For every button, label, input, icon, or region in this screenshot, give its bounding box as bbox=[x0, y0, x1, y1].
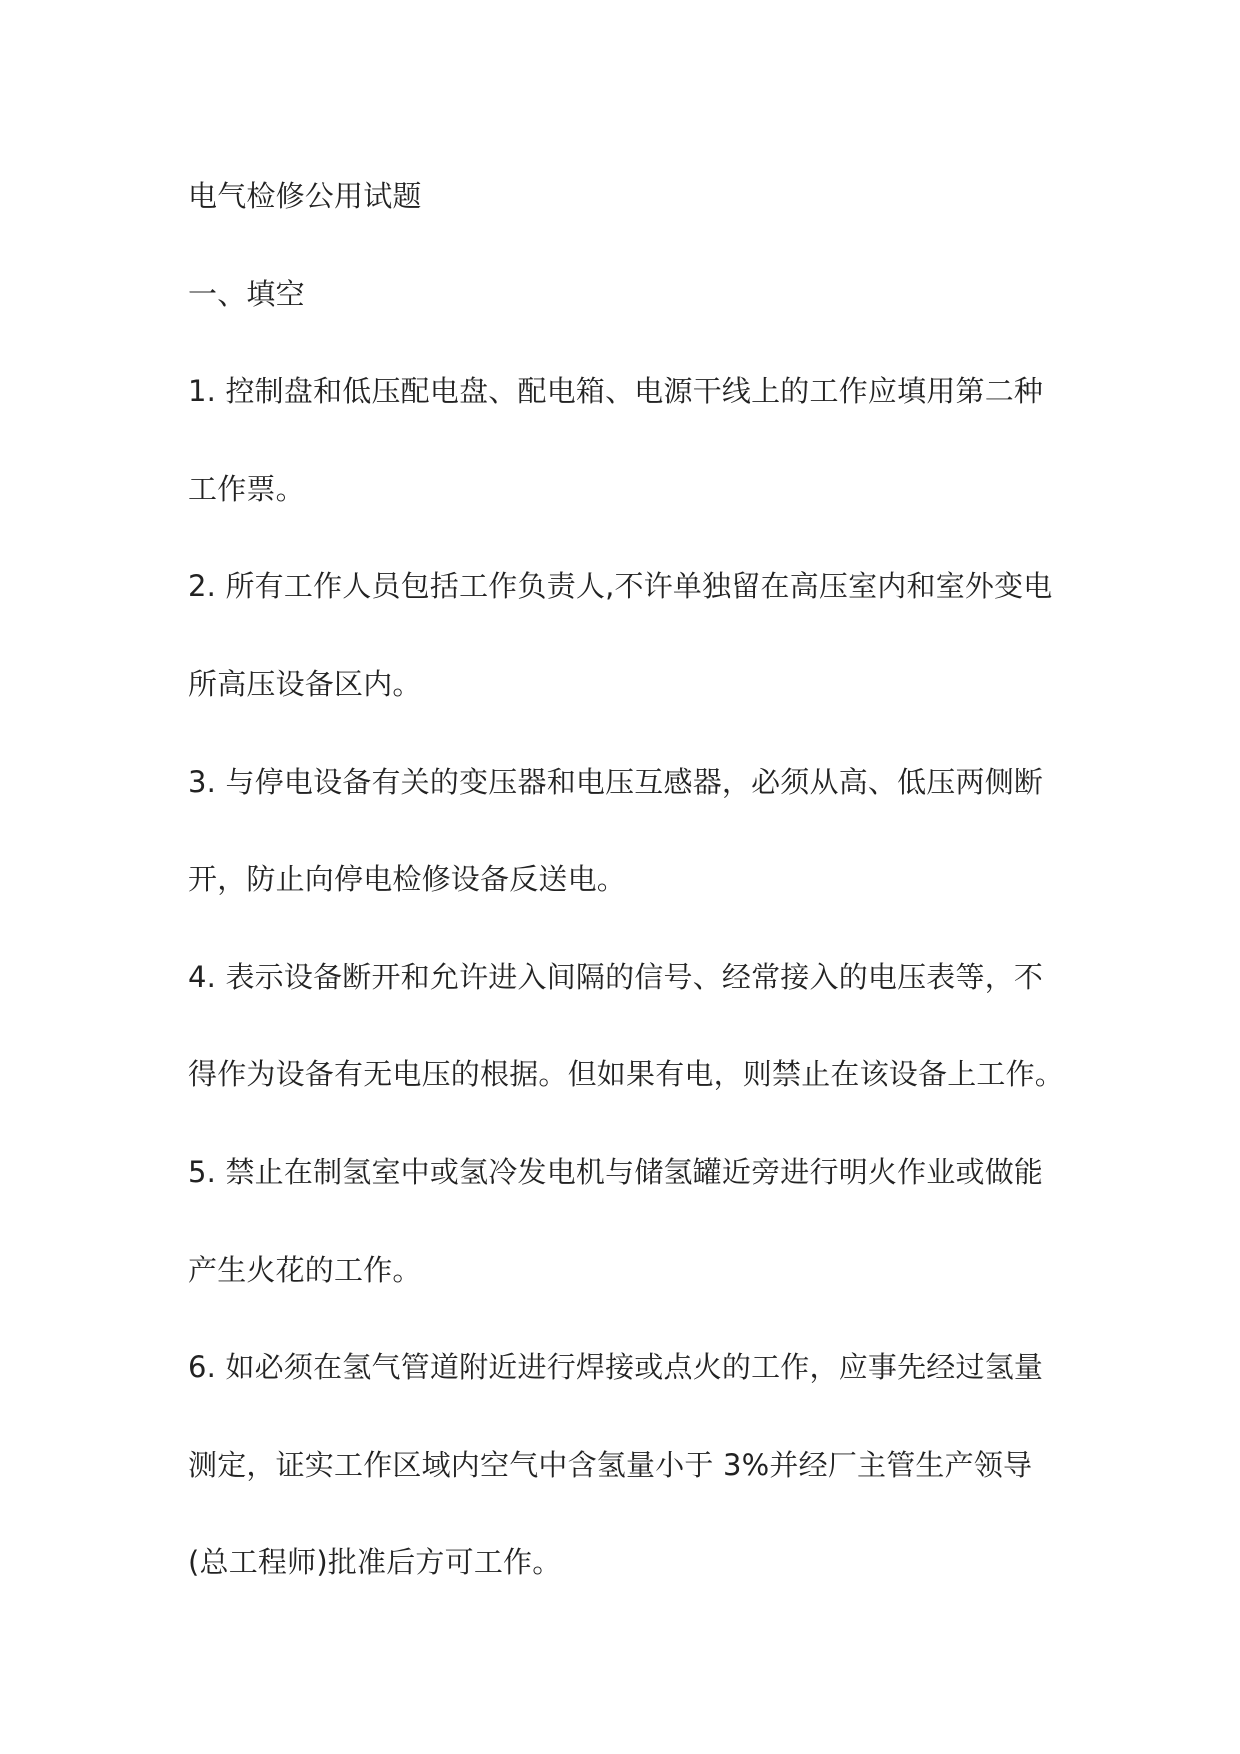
question-6-line-2: 测定，证实工作区域内空气中含氢量小于 3%并经厂主管生产领导 bbox=[188, 1448, 1033, 1482]
question-1-line-2: 工作票。 bbox=[188, 472, 305, 506]
section-heading: 一、填空 bbox=[188, 277, 305, 311]
document-title: 电气检修公用试题 bbox=[188, 179, 422, 213]
question-6-line-1: 6. 如必须在氢气管道附近进行焊接或点火的工作，应事先经过氢量 bbox=[188, 1350, 1044, 1384]
question-2-line-2: 所高压设备区内。 bbox=[188, 667, 422, 701]
question-5-line-2: 产生火花的工作。 bbox=[188, 1253, 422, 1287]
question-3-line-2: 开，防止向停电检修设备反送电。 bbox=[188, 862, 627, 896]
question-2-line-1: 2. 所有工作人员包括工作负责人,不许单独留在高压室内和室外变电 bbox=[188, 569, 1053, 603]
question-1-line-1: 1. 控制盘和低压配电盘、配电箱、电源干线上的工作应填用第二种 bbox=[188, 374, 1044, 408]
question-4-line-2: 得作为设备有无电压的根据。但如果有电，则禁止在该设备上工作。 bbox=[188, 1057, 1065, 1091]
question-3-line-1: 3. 与停电设备有关的变压器和电压互感器，必须从高、低压两侧断 bbox=[188, 765, 1044, 799]
question-6-line-3: (总工程师)批准后方可工作。 bbox=[188, 1545, 562, 1579]
question-4-line-1: 4. 表示设备断开和允许进入间隔的信号、经常接入的电压表等，不 bbox=[188, 960, 1044, 994]
question-5-line-1: 5. 禁止在制氢室中或氢冷发电机与储氢罐近旁进行明火作业或做能 bbox=[188, 1155, 1044, 1189]
